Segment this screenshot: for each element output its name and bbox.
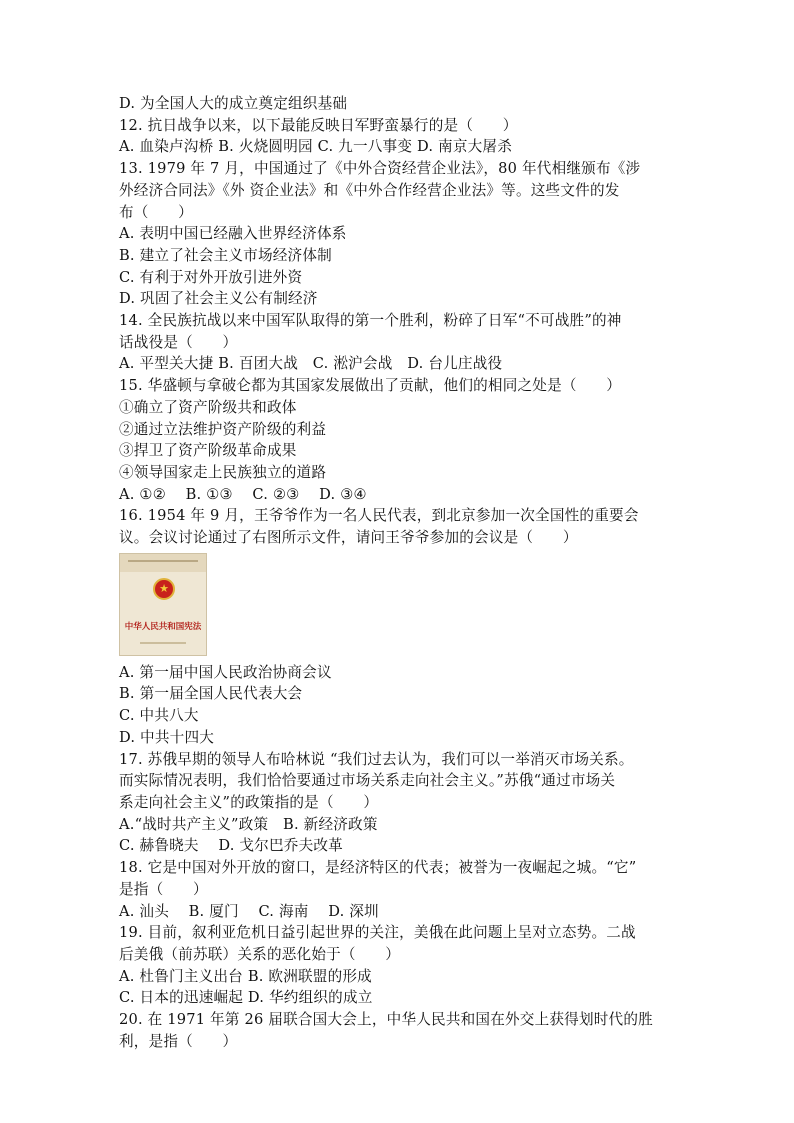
question-15-item-3: ③捍卫了资产阶级革命成果	[119, 442, 297, 460]
question-18-options: A. 汕头 B. 厦门 C. 海南 D. 深圳	[119, 902, 379, 920]
question-15-item-1: ①确立了资产阶级共和政体	[119, 398, 297, 416]
book-header-band	[120, 554, 206, 572]
question-20-stem-cont: 利，是指（ ）	[119, 1032, 238, 1050]
question-14-options: A. 平型关大捷 B. 百团大战 C. 淞沪会战 D. 台儿庄战役	[119, 355, 503, 373]
question-13-option-d: D. 巩固了社会主义公有制经济	[119, 290, 318, 308]
question-19-stem-cont: 后美俄（前苏联）关系的恶化始于（ ）	[119, 945, 401, 963]
question-17-options-ab: A.“战时共产主义”政策 B. 新经济政策	[119, 815, 378, 833]
question-13-stem-cont: 布（ ）	[119, 203, 193, 221]
constitution-book-image	[119, 553, 207, 656]
question-16-option-a: A. 第一届中国人民政治协商会议	[119, 663, 332, 681]
question-15-stem: 15. 华盛顿与拿破仑都为其国家发展做出了贡献，他们的相同之处是（ ）	[119, 377, 622, 395]
question-14-stem-cont: 话战役是（ ）	[119, 333, 238, 351]
book-footer-line	[140, 642, 186, 644]
book-title: 中华人民共和国宪法	[124, 621, 202, 632]
question-text-lower	[119, 662, 704, 1053]
question-13-option-c: C. 有利于对外开放引进外资	[119, 268, 303, 286]
question-16-option-b: B. 第一届全国人民代表大会	[119, 685, 303, 703]
question-19-stem: 19. 目前，叙利亚危机日益引起世界的关注，美俄在此问题上呈对立态势。二战	[119, 924, 636, 942]
question-13-option-a: A. 表明中国已经融入世界经济体系	[119, 225, 347, 243]
question-16-stem: 16. 1954 年 9 月，王爷爷作为一名人民代表，到北京参加一次全国性的重要会	[119, 507, 639, 525]
question-12-options: A. 血染卢沟桥 B. 火烧圆明园 C. 九一八事变 D. 南京大屠杀	[119, 138, 512, 156]
question-18-stem: 18. 它是中国对外开放的窗口，是经济特区的代表；被誉为一夜崛起之城。“它”	[119, 859, 637, 877]
question-13-stem-cont: 外经济合同法》《外 资企业法》和《中外合作经营企业法》等。这些文件的发	[119, 181, 620, 199]
question-13-stem: 13. 1979 年 7 月，中国通过了《中外合资经营企业法》，80 年代相继颁布《涉	[119, 160, 641, 178]
question-16-option-d: D. 中共十四大	[119, 728, 215, 746]
text-line: D. 为全国人大的成立奠定组织基础	[119, 95, 348, 112]
question-20-stem: 20. 在 1971 年第 26 届联合国大会上，中华人民共和国在外交上获得划时代的胜	[119, 1011, 653, 1029]
question-13-option-b: B. 建立了社会主义市场经济体制	[119, 246, 332, 264]
question-19-options-cd: C. 日本的迅速崛起 D. 华约组织的成立	[119, 989, 373, 1007]
question-17-options-cd: C. 赫鲁晓夫 D. 戈尔巴乔夫改革	[119, 837, 343, 855]
question-16-option-c: C. 中共八大	[119, 707, 199, 725]
question-15-options: A. ①② B. ①③ C. ②③ D. ③④	[119, 485, 367, 503]
question-text-upper	[119, 93, 704, 549]
star-icon: ★	[159, 581, 169, 595]
question-15-item-2: ②通过立法维护资产阶级的利益	[119, 420, 327, 438]
national-emblem-icon	[153, 578, 175, 600]
book-header-line	[128, 560, 198, 562]
question-17-stem-cont: 而实际情况表明，我们恰恰要通过市场关系走向社会主义。”苏俄“通过市场关	[119, 772, 616, 790]
question-19-options-ab: A. 杜鲁门主义出台 B. 欧洲联盟的形成	[119, 967, 372, 985]
question-18-stem-cont: 是指（ ）	[119, 880, 208, 898]
question-16-stem-cont: 议。会议讨论通过了右图所示文件，请问王爷爷参加的会议是（ ）	[119, 529, 578, 547]
question-14-stem: 14. 全民族抗战以来中国军队取得的第一个胜利，粉碎了日军“不可战胜”的神	[119, 312, 622, 330]
question-17-stem: 17. 苏俄早期的领导人布哈林说 “我们过去认为，我们可以一举消灭市场关系。	[119, 750, 634, 768]
question-12-stem: 12. 抗日战争以来，以下最能反映日军野蛮暴行的是（ ）	[119, 116, 518, 134]
question-15-item-4: ④领导国家走上民族独立的道路	[119, 463, 327, 481]
question-17-stem-cont: 系走向社会主义”的政策指的是（ ）	[119, 793, 379, 811]
